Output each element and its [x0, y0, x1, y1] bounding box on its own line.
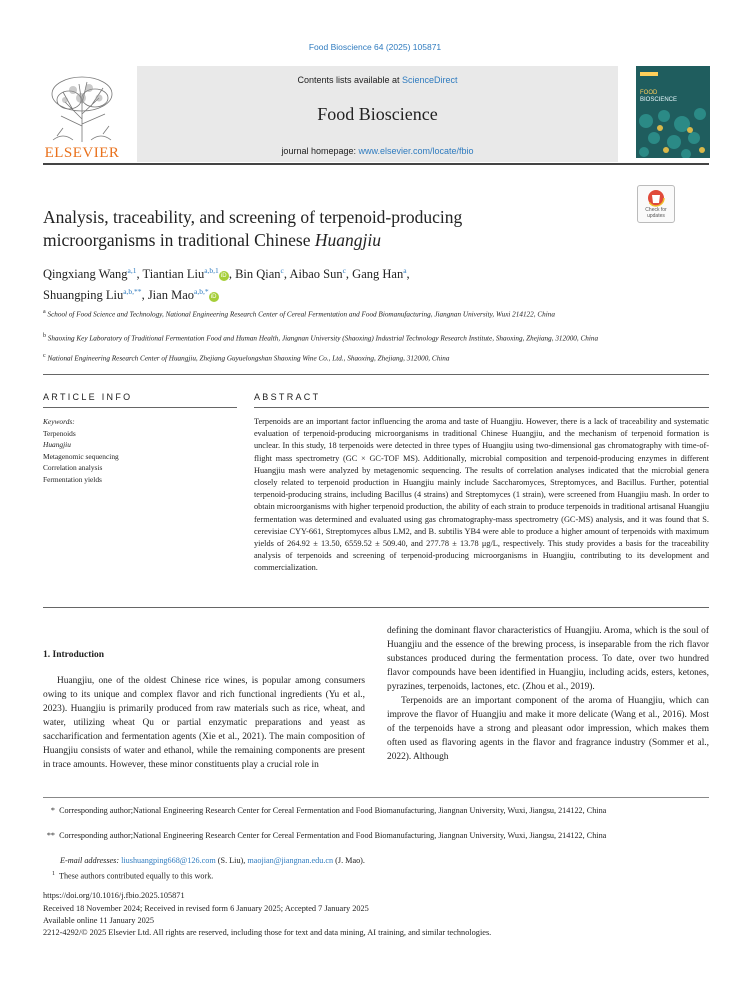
contents-line [137, 75, 618, 85]
keyword-item: Huangjiu [43, 440, 71, 449]
online-date: Available online 11 January 2025 [43, 916, 155, 925]
abstract-bottom-rule [43, 607, 709, 608]
author-affil[interactable]: c [342, 266, 346, 275]
affiliation-text: Shaoxing Key Laboratory of Traditional Fermentation Food and Human Health, Jiangnan University (Shaoxing) Industrial Technology Research Institute, Shaoxing, Zhejiang, 312000, China [47, 334, 599, 343]
author-affil[interactable]: a,b,1 [204, 266, 219, 275]
email-link-liu[interactable]: liushuangping668@126.com [121, 856, 216, 865]
section-rule [43, 374, 709, 375]
cover-title-line1: FOOD [640, 90, 658, 96]
article-title [43, 206, 623, 252]
author-1[interactable] [43, 267, 136, 281]
title-line-2-italic: Huangjiu [314, 230, 381, 250]
author-list: Qingxiang Wang$^{a,1}$, Tiantian Liu$^{a,b,1}$iD , Bin Qian$^c$, Aibao Sun$^c$, Gang Han$^a$, Shuangping Liu$^{a,b,**}$, Jian Mao$^{a,b,*}$iD [43, 266, 410, 303]
author-5[interactable] [352, 267, 406, 281]
keyword-item: Metagenomic sequencing [43, 451, 119, 461]
intro-paragraph: Huangjiu, one of the oldest Chinese rice wines, is popular among consumers owing to its unique and complex flavor and rich functional ingredients (Yu et al., 2023). Huangjiu is primarily produced from raw materials such as rice, wheat, and water, utilizing wheat Qu or partial enzymatic preparations and yeast as saccharification and fermentation agents (Xie et al., 2021). The main composition of Huangjiu consists of water and ethanol, while the remaining components are present in trace amounts. However, these minor constituents play a crucial role in [43, 676, 365, 770]
author-name: Bin Qian [235, 267, 281, 282]
keyword-item: Terpenoids [43, 428, 76, 438]
article-info-heading: ARTICLE INFO [43, 392, 133, 402]
intro-paragraph: defining the dominant flavor characteristics of Huangjiu. Aroma, which is the soul of Huangjiu and the essence of the brewing process, is inseparable from the rich flavor substances produced during the fermentation process. To date, over two hundred flavor compounds have been identified in Huangjiu, including acids, esters, ketones, pyrazines, terpenoids, lactones, etc. (Zhou et al., 2019). [387, 626, 709, 692]
author-name: Aibao Sun [289, 267, 343, 282]
cover-title-line2: BIOSCIENCE [640, 97, 678, 103]
journal-title[interactable]: Food Bioscience [317, 104, 438, 124]
keywords-block [43, 416, 233, 485]
author-6[interactable] [43, 288, 142, 302]
author-affil[interactable]: a,b,* [194, 287, 209, 297]
keyword-item: Fermentation yields [43, 474, 102, 484]
intro-column-left [43, 674, 365, 772]
abstract-text: Terpenoids are an important factor influencing the aroma and taste of Huangjiu. However, there is a lack of traceability and systematic evaluation of terpenoid-producing microorganisms in traditional Chinese Huangjiu, and the mechanism of terpenoid formation is unclear. In this study, 18 terpenoids were detected in three types of Huangjiu using two-dimensional gas chromatography with time-of-flight mass spectrometry (GC × GC-TOF MS). Additionally, microbial composition and terpenoid-producing enzymes in different Huangjiu mash were analyzed by metagenomic sequencing. The results of correlation analyses indicated that the microbial genera closely related to terpenoid production in Huangjiu mainly include Saccharomyces, Streptomyces, and Bacillus. Further, potential terpenoid-producing strains, including Bacillus (4 strains) and Streptomyces (1 strain), were screened from Huangjiu mash. In order to obtain microorganisms with higher terpenoid production, the ability of each strain to produce terpenoids in traditional artisanal Huangjiu fermentation was determined and evaluated using gas chromatography-mass spectrometry (GC-MS) analysis, and it was found that S. cerevisiae CYY-661, Streptomyces albus LM2, and B. subtilis YB4 were able to produce a higher amount of terpenoids with maximum yields of 264.92 ± 13.50, 6559.52 ± 509.40, and 277.78 ± 13.78 μg/L, respectively. This study provides a basis for the traceability analysis of terpenoids and screening of terpenoid-producing microorganisms in Huangjiu, contributing to its development and commercialization. [254, 417, 709, 573]
footnote-equal-contribution [43, 868, 709, 883]
publisher-name: ELSEVIER [44, 145, 120, 161]
keywords-label: Keywords: [43, 417, 75, 426]
author-3[interactable] [235, 267, 284, 281]
header-rule [43, 163, 709, 165]
title-line-2-text: microorganisms in traditional Chinese [43, 230, 315, 250]
elsevier-tree-icon [43, 74, 121, 144]
keyword-item: Correlation analysis [43, 463, 103, 472]
journal-header [137, 66, 618, 162]
doi-link[interactable]: https://doi.org/10.1016/j.fbio.2025.105871 [43, 891, 185, 900]
footnote-text: Corresponding author;National Engineering Research Center for Cereal Fermentation and Food Biomanufacturing, Jiangnan University, Wuxi, Jiangsu, 214122, China [59, 806, 607, 815]
orcid-icon[interactable]: iD [209, 292, 219, 302]
footnote-rule [43, 797, 709, 798]
journal-cover[interactable] [636, 66, 710, 158]
abstract-rule [254, 407, 709, 408]
intro-column-right [387, 624, 709, 764]
author-name: Jian Mao [147, 288, 194, 303]
footnote-text: These authors contributed equally to this work. [58, 871, 214, 881]
affiliation-text: National Engineering Research Center of Huangjiu, Zhejiang Guyuelongshan Shaoxing Wine Co., Ltd., Shaoxing, Zhejiang, 312000, China [47, 354, 450, 363]
title-line-1: Analysis, traceability, and screening of terpenoid-producing [43, 207, 463, 227]
cover-title [640, 90, 677, 104]
author-2[interactable] [143, 267, 229, 281]
homepage-prefix: journal homepage: [281, 146, 359, 156]
author-name: Shuangping Liu [43, 288, 124, 303]
author-affil[interactable]: a,b,** [123, 287, 142, 297]
author-name: Tiantian Liu [142, 267, 205, 282]
author-7[interactable] [148, 288, 219, 302]
email-owner: (S. Liu), [217, 856, 246, 865]
footnote-corresponding-2 [43, 830, 709, 843]
affiliation-mark: c [43, 353, 46, 359]
title-line-2 [43, 229, 623, 252]
footnote-emails [60, 855, 709, 868]
copyright-line: 2212-4292/© 2025 Elsevier Ltd. All rights are reserved, including those for text and data mining, AI training, and similar technologies. [43, 928, 492, 937]
email-label: E-mail addresses: [60, 856, 120, 865]
author-name: Gang Han [352, 267, 404, 282]
affiliation-mark: a [43, 309, 46, 315]
elsevier-logo[interactable] [43, 74, 121, 162]
footnote-mark: * [50, 806, 55, 815]
footnote-mark: 1 [52, 871, 55, 877]
author-affil[interactable]: a [403, 266, 407, 275]
check-updates-icon [638, 187, 674, 209]
introduction-heading: 1. Introduction [43, 650, 105, 660]
author-affil[interactable]: a,1 [127, 266, 137, 275]
contents-prefix: Contents lists available at [297, 75, 403, 85]
article-info-rule [43, 407, 237, 408]
check-updates-label: Check for updates [645, 207, 667, 219]
author-affil[interactable]: c [280, 266, 284, 275]
footnote-text: Corresponding author;National Engineering Research Center for Cereal Fermentation and Food Biomanufacturing, Jiangnan University, Wuxi, Jiangsu, 214122, China [59, 831, 607, 840]
sciencedirect-link[interactable]: ScienceDirect [402, 75, 458, 85]
affiliation-mark: b [43, 333, 46, 339]
orcid-icon[interactable]: iD [219, 271, 229, 281]
homepage-line [137, 146, 618, 156]
check-for-updates-button[interactable] [637, 185, 675, 223]
email-owner: (J. Mao). [335, 856, 365, 865]
intro-paragraph: Terpenoids are an important component of the aroma of Huangjiu, which can improve the flavor of Huangjiu and make it more delicate (Wang et al., 2016). Most of the terpenoids have a strong and pleasant odor impression, which makes them often used as flavoring agents in the flavor and fragrance industry (Sommer et al., 2022). Although [387, 696, 709, 762]
abstract-heading: ABSTRACT [254, 392, 321, 402]
affiliation-b [43, 330, 713, 344]
footnote-mark: ** [46, 831, 55, 840]
affiliation-a [43, 306, 713, 320]
affiliation-text: School of Food Science and Technology, National Engineering Research Center of Cereal Fermentation and Food Biomanufacturing, Jiangnan University, Wuxi 214122, China [47, 310, 555, 319]
author-4[interactable] [289, 267, 345, 281]
footnote-corresponding-1 [43, 805, 709, 818]
received-dates: Received 18 November 2024; Received in revised form 6 January 2025; Accepted 7 January 2025 [43, 904, 369, 913]
cover-pattern-icon [636, 66, 710, 158]
author-name: Qingxiang Wang [43, 267, 128, 282]
affiliation-c [43, 350, 713, 364]
homepage-link[interactable]: www.elsevier.com/locate/fbio [358, 146, 474, 156]
journal-reference[interactable]: Food Bioscience 64 (2025) 105871 [308, 42, 442, 52]
email-link-mao[interactable]: maojian@jiangnan.edu.cn [247, 856, 334, 865]
